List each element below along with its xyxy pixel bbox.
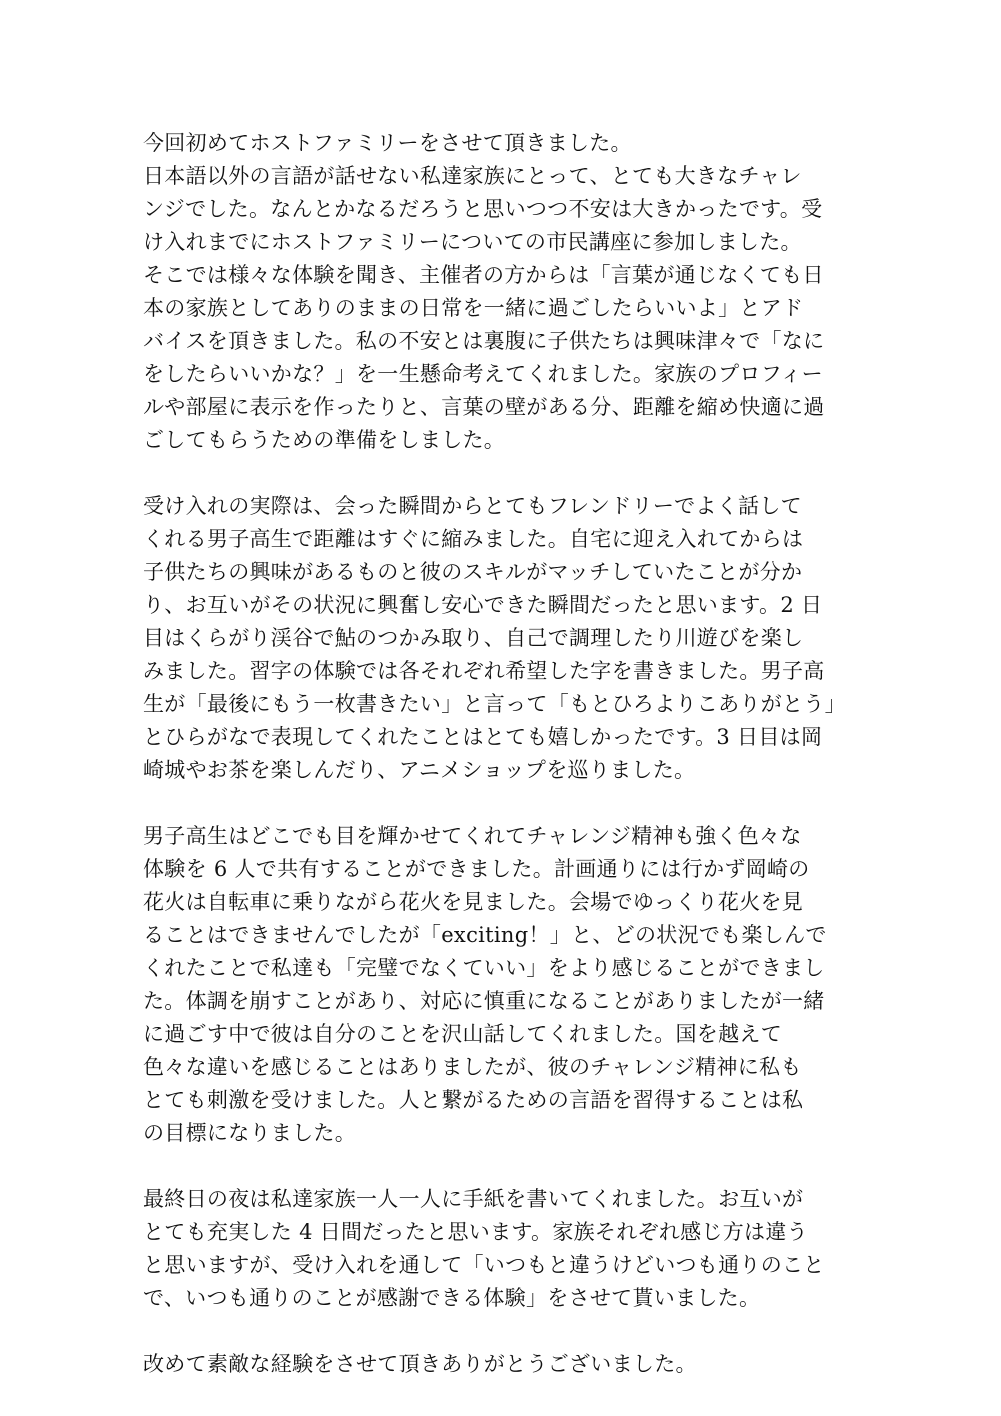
text-line: 子供たちの興味があるものと彼のスキルがマッチしていたことが分か xyxy=(143,560,803,584)
text-line: の目標になりました。 xyxy=(143,1121,356,1145)
paragraph-gap xyxy=(143,787,859,820)
text-line: とても刺激を受けました。人と繋がるための言語を習得することは私 xyxy=(143,1088,804,1112)
text-line: 体験を 6 人で共有することができました。計画通りには行かず岡崎の xyxy=(143,857,810,881)
text-line: 崎城やお茶を楽しんだり、アニメショップを巡りました。 xyxy=(143,758,696,782)
paragraph-gap xyxy=(143,1315,859,1348)
text-line: 男子高生はどこでも目を輝かせてくれてチャレンジ精神も強く色々な xyxy=(143,824,802,848)
text-line: に過ごす中で彼は自分のことを沢山話してくれました。国を越えて xyxy=(143,1022,782,1046)
paragraph-2 xyxy=(143,490,859,787)
text-line: そこでは様々な体験を聞き、主催者の方からは「言葉が通じなくても日 xyxy=(143,263,824,287)
text-line: 生が「最後にもう一枚書きたい」と言って「もとひろよりこありがとう」 xyxy=(143,692,846,716)
text-line: け入れまでにホストファミリーについての市民講座に参加しました。 xyxy=(143,230,802,254)
text-line: 色々な違いを感じることはありましたが、彼のチャレンジ精神に私も xyxy=(143,1055,802,1079)
text-line: 本の家族としてありのままの日常を一緒に過ごしたらいいよ」とアド xyxy=(143,296,804,320)
paragraph-3 xyxy=(143,820,859,1150)
text-line: 今回初めてホストファミリーをさせて頂きました。 xyxy=(143,131,632,155)
text-line: 花火は自転車に乗りながら花火を見ました。会場でゆっくり花火を見 xyxy=(143,890,804,914)
paragraph-1 xyxy=(143,127,859,457)
text-line: ルや部屋に表示を作ったりと、言葉の壁がある分、距離を縮め快適に過 xyxy=(143,395,825,419)
text-line: り、お互いがその状況に興奮し安心できた瞬間だったと思います。2 日 xyxy=(143,593,823,617)
text-line: みました。習字の体験では各それぞれ希望した字を書きました。男子高 xyxy=(143,659,825,683)
text-line: とても充実した 4 日間だったと思います。家族それぞれ感じ方は違う xyxy=(143,1220,808,1244)
text-line: た。体調を崩すことがあり、対応に慎重になることがありましたが一緒 xyxy=(143,989,825,1013)
text-line: と思いますが、受け入れを通して「いつもと違うけどいつも通りのこと xyxy=(143,1253,825,1277)
text-line: ンジでした。なんとかなるだろうと思いつつ不安は大きかったです。受 xyxy=(143,197,823,221)
text-line: ることはできませんでしたが「exciting！」と、どの状況でも楽しんで xyxy=(143,923,827,947)
paragraph-4 xyxy=(143,1183,859,1315)
text-line: で、いつも通りのことが感謝できる体験」をさせて貰いました。 xyxy=(143,1286,761,1310)
text-line: 目はくらがり渓谷で鮎のつかみ取り、自己で調理したり川遊びを楽し xyxy=(143,626,804,650)
paragraph-5 xyxy=(143,1348,859,1381)
text-line: 改めて素敵な経験をさせて頂きありがとうございました。 xyxy=(143,1352,697,1376)
text-line: 日本語以外の言語が話せない私達家族にとって、とても大きなチャレ xyxy=(143,164,802,188)
text-line: をしたらいいかな？」を一生懸命考えてくれました。家族のプロフィー xyxy=(143,362,823,386)
text-line: くれたことで私達も「完璧でなくていい」をより感じることができまし xyxy=(143,956,825,980)
text-line: 最終日の夜は私達家族一人一人に手紙を書いてくれました。お互いが xyxy=(143,1187,804,1211)
document-body xyxy=(143,127,859,1381)
text-line: ごしてもらうための準備をしました。 xyxy=(143,428,506,452)
text-line: バイスを頂きました。私の不安とは裏腹に子供たちは興味津々で「なに xyxy=(143,329,825,353)
paragraph-gap xyxy=(143,1150,859,1183)
paragraph-gap xyxy=(143,457,859,490)
text-line: とひらがなで表現してくれたことはとても嬉しかったです。3 日目は岡 xyxy=(143,725,823,749)
text-line: 受け入れの実際は、会った瞬間からとてもフレンドリーでよく話して xyxy=(143,494,802,518)
text-line: くれる男子高生で距離はすぐに縮みました。自宅に迎え入れてからは xyxy=(143,527,804,551)
